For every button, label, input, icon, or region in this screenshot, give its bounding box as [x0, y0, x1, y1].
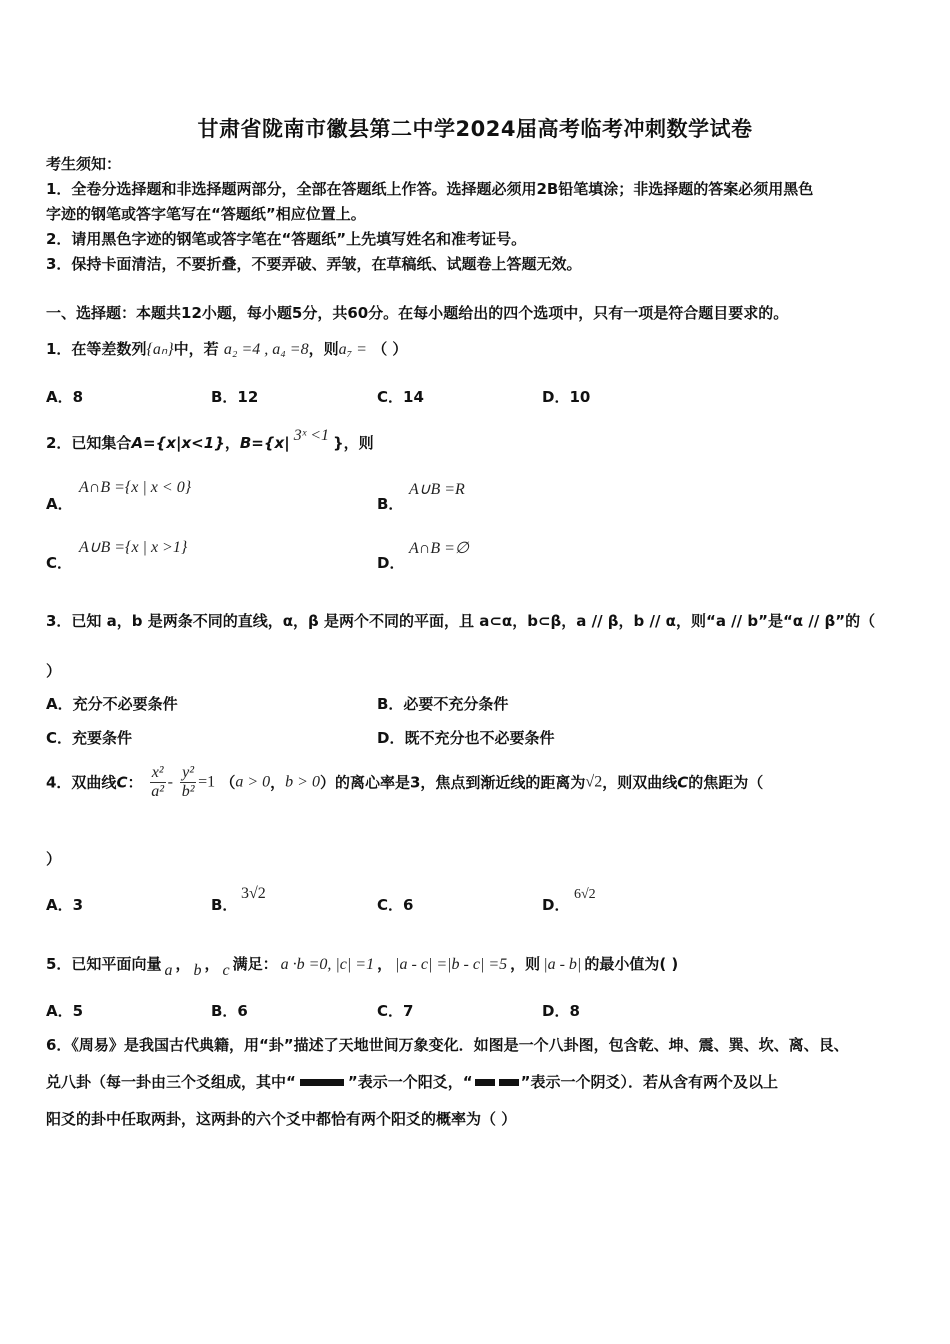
q5-condition-1: a ·b =0, |c| =1 [280, 956, 375, 973]
q5-option-d: D．8 [542, 1002, 580, 1020]
q4-equals-one: =1 [198, 773, 216, 791]
q2-option-a: A∩B ={x | x < 0} [79, 479, 192, 496]
q3-option-d: D．既不充分也不必要条件 [377, 729, 555, 747]
q6-line-2-part-b: ”表示一个阳爻，“ [347, 1073, 473, 1091]
q4-sqrt2: √2 [585, 773, 603, 791]
yin-line-right-icon [499, 1079, 519, 1086]
notice-item-3: 3．保持卡面清洁，不要折叠，不要弄破、弄皱，在草稿纸、试题卷上答题无效。 [46, 255, 582, 273]
yin-line-left-icon [475, 1079, 495, 1086]
page-title: 甘肃省陇南市徽县第二中学2024届高考临考冲刺数学试卷 [197, 117, 753, 141]
q6-line-2-part-c: ”表示一个阴爻）．若从含有两个及以上 [520, 1073, 778, 1091]
q2-option-b-label: B． [377, 495, 404, 513]
q5-text-4: 的最小值为( ) [584, 955, 679, 973]
q4-line-2: ） [46, 850, 62, 868]
q5-sep-2: ， [204, 955, 220, 973]
q5-sep-3: ， [377, 955, 393, 973]
q1-text-1: 1．在等差数列 [46, 340, 147, 358]
q4-fraction-x: $\frac{\text{x²}}{\text{a²}}$ [151, 764, 165, 800]
q5-text-1: 5．已知平面向量 [46, 955, 162, 973]
q4-option-d-label: D． [542, 896, 570, 914]
q2-set-a: A={x|x<1} [131, 434, 225, 452]
q5-condition-2: |a - c| =|b - c| =5 [395, 956, 508, 973]
notice-item-2: 2．请用黑色字迹的钢笔或答字笔在“答题纸”上先填写姓名和准考证号。 [46, 230, 527, 248]
q1-option-c: C．14 [377, 388, 424, 406]
q2-option-d: A∩B =∅ [409, 540, 469, 557]
q3-line-1: 3．已知 a，b 是两条不同的直线，α，β 是两个不同的平面，且 a⊂α，b⊂β，a // β，b // α，则“a // b”是“α // β”的（ [46, 612, 876, 630]
section-1-heading: 一、选择题：本题共12小题，每小题5分，共60分。在每小题给出的四个选项中，只有一项是符合题目要求的。 [46, 304, 789, 322]
q1-option-b: B．12 [211, 388, 259, 406]
q3-option-a: A．充分不必要条件 [46, 695, 178, 713]
q4-minus: - [167, 773, 173, 791]
q2-option-d-label: D． [377, 554, 405, 572]
q5-vector-a: a [164, 962, 173, 979]
q1-text-3: ，则 [308, 340, 339, 358]
q5-sep-1: ， [175, 955, 191, 973]
q4-cond-sep: ， [270, 773, 286, 792]
q3-line-2: ） [46, 662, 62, 680]
q4-option-d: 6√2 [574, 887, 596, 902]
yang-line-icon [300, 1079, 344, 1086]
notice-item-1-line-2: 字迹的钢笔或答字笔写在“答题纸”相应位置上。 [46, 205, 366, 223]
question-1 [46, 338, 407, 359]
q5-expression: |a - b| [543, 956, 582, 973]
q5-option-b: B．6 [211, 1002, 248, 1020]
q1-condition: a₂ =4 , a₄ =8 [223, 341, 309, 358]
question-4 [46, 764, 763, 801]
q5-vector-c: c [222, 962, 230, 979]
q4-option-b-label: B． [211, 896, 238, 914]
q6-line-2 [46, 1071, 778, 1092]
q2-condition: 3ˣ <1 [293, 427, 329, 444]
q2-text-1: 2．已知集合 [46, 434, 132, 452]
q5-option-c: C．7 [377, 1002, 414, 1020]
notice-heading: 考生须知： [46, 155, 122, 173]
q5-text-2: 满足： [232, 955, 278, 973]
q1-text-4: （ ） [372, 340, 408, 358]
q6-line-2-part-a: 兑八卦（每一卦由三个爻组成，其中“ [46, 1073, 296, 1091]
q4-cond-open: （ [220, 773, 236, 792]
q4-curve-name: C [116, 773, 128, 792]
q3-option-b: B．必要不充分条件 [377, 695, 509, 713]
q3-option-c: C．充要条件 [46, 729, 133, 747]
q4-text-3: ，则双曲线 [602, 773, 678, 792]
q4-text-2: ）的离心率是3，焦点到渐近线的距离为 [319, 773, 586, 792]
q2-set-b: B={x| [239, 434, 290, 452]
question-5 [46, 953, 679, 979]
q4-cond-b: b > 0 [285, 773, 320, 791]
q1-option-a: A．8 [46, 388, 84, 406]
q4-option-b: 3√2 [241, 885, 266, 902]
q4-text-1: 4．双曲线 [46, 773, 117, 792]
q4-cond-a: a > 0 [235, 773, 271, 791]
q2-option-a-label: A． [46, 495, 73, 513]
q1-option-d: D．10 [542, 388, 591, 406]
q1-sequence: {aₙ} [146, 341, 174, 358]
notice-item-1-line-1: 1．全卷分选择题和非选择题两部分，全部在答题纸上作答。选择题必须用2B铅笔填涂；非选择题的答案必须用黑色 [46, 180, 814, 198]
question-2 [46, 427, 374, 453]
q2-option-c-label: C． [46, 554, 73, 572]
q2-text-3: }，则 [333, 434, 374, 452]
q4-colon: ： [127, 773, 143, 792]
q4-curve-name-2: C [677, 773, 689, 792]
q1-target: a₇ = [338, 341, 367, 358]
q5-option-a: A．5 [46, 1002, 84, 1020]
q5-text-3: ，则 [510, 955, 541, 973]
q4-text-4: 的焦距为（ [688, 773, 764, 792]
q4-option-c: C．6 [377, 896, 414, 914]
q4-fraction-y: $\frac{\text{y²}}{\text{b²}}$ [181, 764, 195, 800]
q1-text-2: 中，若 [173, 340, 219, 358]
q6-line-3: 阳爻的卦中任取两卦，这两卦的六个爻中都恰有两个阳爻的概率为（ ） [46, 1110, 517, 1128]
q4-option-a: A．3 [46, 896, 84, 914]
q2-option-c: A∪B ={x | x >1} [79, 539, 188, 556]
q6-line-1: 6．《周易》是我国古代典籍，用“卦”描述了天地世间万象变化．如图是一个八卦图，包含乾、坤、震、巽、坎、离、艮、 [46, 1036, 849, 1054]
q5-vector-b: b [193, 962, 202, 979]
q2-option-b: A∪B =R [409, 481, 465, 498]
q2-text-2: ， [224, 434, 240, 452]
